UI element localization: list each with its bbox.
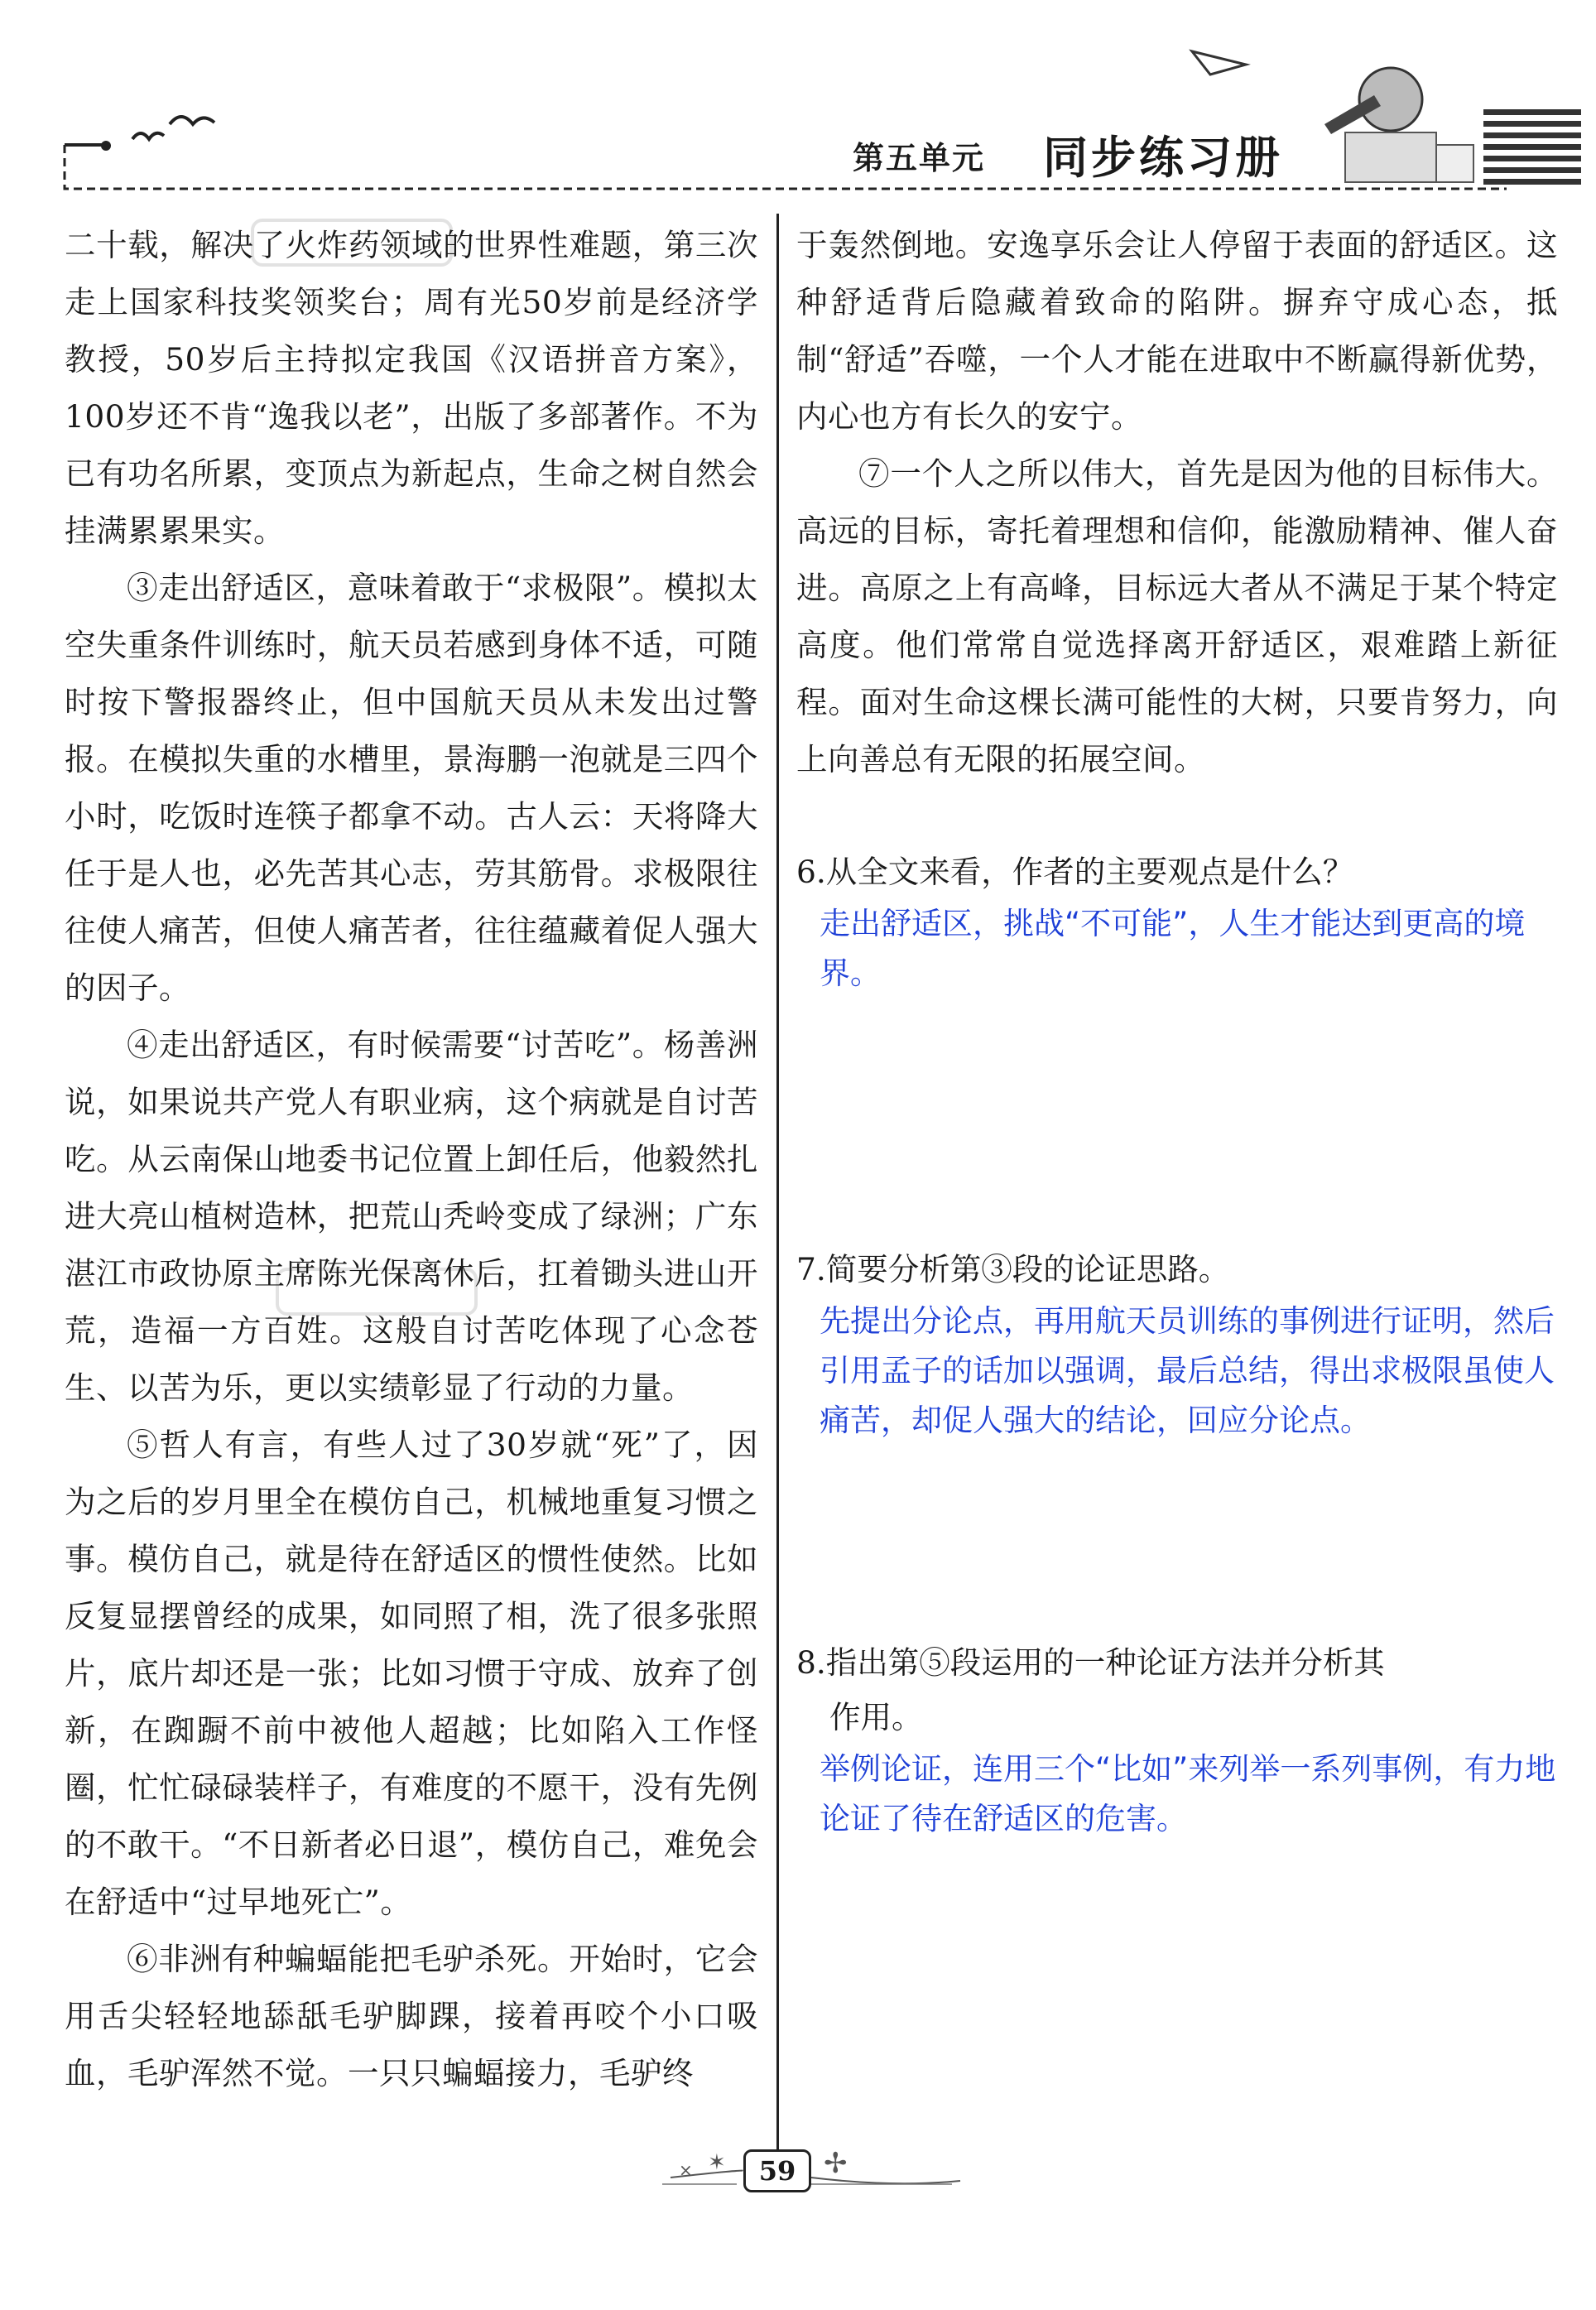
page-header	[0, 0, 1596, 199]
answer-7: 先提出分论点，再用航天员训练的事例进行证明，然后引用孟子的话加以强调，最后总结，得出求极限虽使人痛苦，却促人强大的结论，回应分论点。	[820, 1303, 1555, 1438]
answer-6: 走出舒适区，挑战“不可能”，人生才能达到更高的境界。	[820, 906, 1526, 991]
paragraph: 于轰然倒地。安逸享乐会让人停留于表面的舒适区。这种舒适背后隐藏着致命的陷阱。摒弃守成心态，抵制“舒适”吞噬，一个人才能在进取中不断赢得新优势，内心也方有长久的安宁。	[796, 227, 1558, 435]
question-6	[796, 845, 1558, 999]
paragraph: ⑤哲人有言，有些人过了30岁就“死”了，因为之后的岁月里全在模仿自己，机械地重复习惯之事。模仿自己，就是待在舒适区的惯性使然。比如反复显摆曾经的成果，如同照了相，洗了很多张照片，底片却还是一张；比如习惯于守成、放弃了创新，在踟蹰不前中被他人超越；比如陷入工作怪圈，忙忙碌碌装样子，有难度的不愿干，没有先例的不敢干。“不日新者必日退”，模仿自己，难免会在舒适中“过早地死亡”。	[65, 1427, 758, 1920]
header-decoration	[0, 0, 1596, 199]
striped-block	[1483, 109, 1581, 185]
svg-text:×: ×	[679, 2160, 693, 2180]
paragraph: 二十载，解决了火炸药领域的世界性难题，第三次走上国家科技奖领奖台；周有光50岁前是经济学教授，50岁后主持拟定我国《汉语拼音方案》，100岁还不肯“逸我以老”，出版了多部著作。不为已有功名所累，变顶点为新起点，生命之树自然会挂满累累果实。	[65, 227, 758, 549]
page-footer	[646, 2144, 977, 2202]
question-6-prompt	[796, 845, 1558, 899]
question-text: 简要分析第③段的论证思路。	[825, 1251, 1230, 1287]
question-text: 从全文来看，作者的主要观点是什么？	[825, 854, 1354, 890]
question-8	[796, 1635, 1558, 1844]
paragraph: ④走出舒适区，有时候需要“讨苦吃”。杨善洲说，如果说共产党人有职业病，这个病就是自讨苦吃。从云南保山地委书记位置上卸任后，他毅然扎进大亮山植树造林，把荒山秃岭变成了绿洲；广东湛江市政协原主席陈光保离休后，扛着锄头进山开荒，造福一方百姓。这般自讨苦吃体现了心念苍生、以苦为乐，更以实绩彰显了行动的力量。	[65, 1027, 758, 1406]
birds-icon	[132, 117, 214, 139]
paragraph: ③走出舒适区，意味着敢于“求极限”。模拟太空失重条件训练时，航天员若感到身体不适，可随时按下警报器终止，但中国航天员从未发出过警报。在模拟失重的水槽里，景海鹏一泡就是三四个小时，吃饭时连筷子都拿不动。古人云：天将降大任于是人也，必先苦其心志，劳其筋骨。求极限往往使人痛苦，但使人痛苦者，往往蕴藏着促人强大的因子。	[65, 570, 758, 1006]
right-column	[796, 217, 1558, 788]
question-number: 8.	[796, 1644, 826, 1681]
question-8-prompt-cont: 作用。	[829, 1699, 923, 1735]
unit-label: 第五单元	[853, 140, 986, 176]
question-number: 6.	[796, 854, 826, 890]
question-8-prompt	[796, 1635, 1558, 1690]
book-title: 同步练习册	[1043, 132, 1283, 184]
question-number: 7.	[796, 1251, 826, 1287]
answer-8: 举例论证，连用三个“比如”来列举一系列事例，有力地论证了待在舒适区的危害。	[820, 1751, 1556, 1836]
left-column	[65, 217, 758, 2102]
page-number: 59	[743, 2149, 811, 2192]
paragraph: ⑥非洲有种蝙蝠能把毛驴杀死。开始时，它会用舌尖轻轻地舔舐毛驴脚踝，接着再咬个小口吸血，毛驴浑然不觉。一只只蝙蝠接力，毛驴终	[65, 1941, 758, 2091]
paper-plane-icon	[1192, 51, 1246, 75]
footer-decoration	[646, 2144, 977, 2202]
column-divider	[776, 214, 779, 2168]
paragraph: ⑦一个人之所以伟大，首先是因为他的目标伟大。高远的目标，寄托着理想和信仰，能激励精神、催人奋进。高原之上有高峰，目标远大者从不满足于某个特定高度。他们常常自觉选择离开舒适区，艰难踏上新征程。面对生命这棵长满可能性的大树，只要肯努力，向上向善总有无限的拓展空间。	[796, 455, 1558, 777]
svg-text:✢: ✢	[824, 2147, 848, 2180]
telescope-globe-icon	[1324, 68, 1473, 182]
question-7-prompt	[796, 1242, 1558, 1297]
question-text: 指出第⑤段运用的一种论证方法并分析其	[825, 1644, 1385, 1681]
svg-text:✶: ✶	[708, 2150, 726, 2175]
question-7	[796, 1242, 1558, 1446]
